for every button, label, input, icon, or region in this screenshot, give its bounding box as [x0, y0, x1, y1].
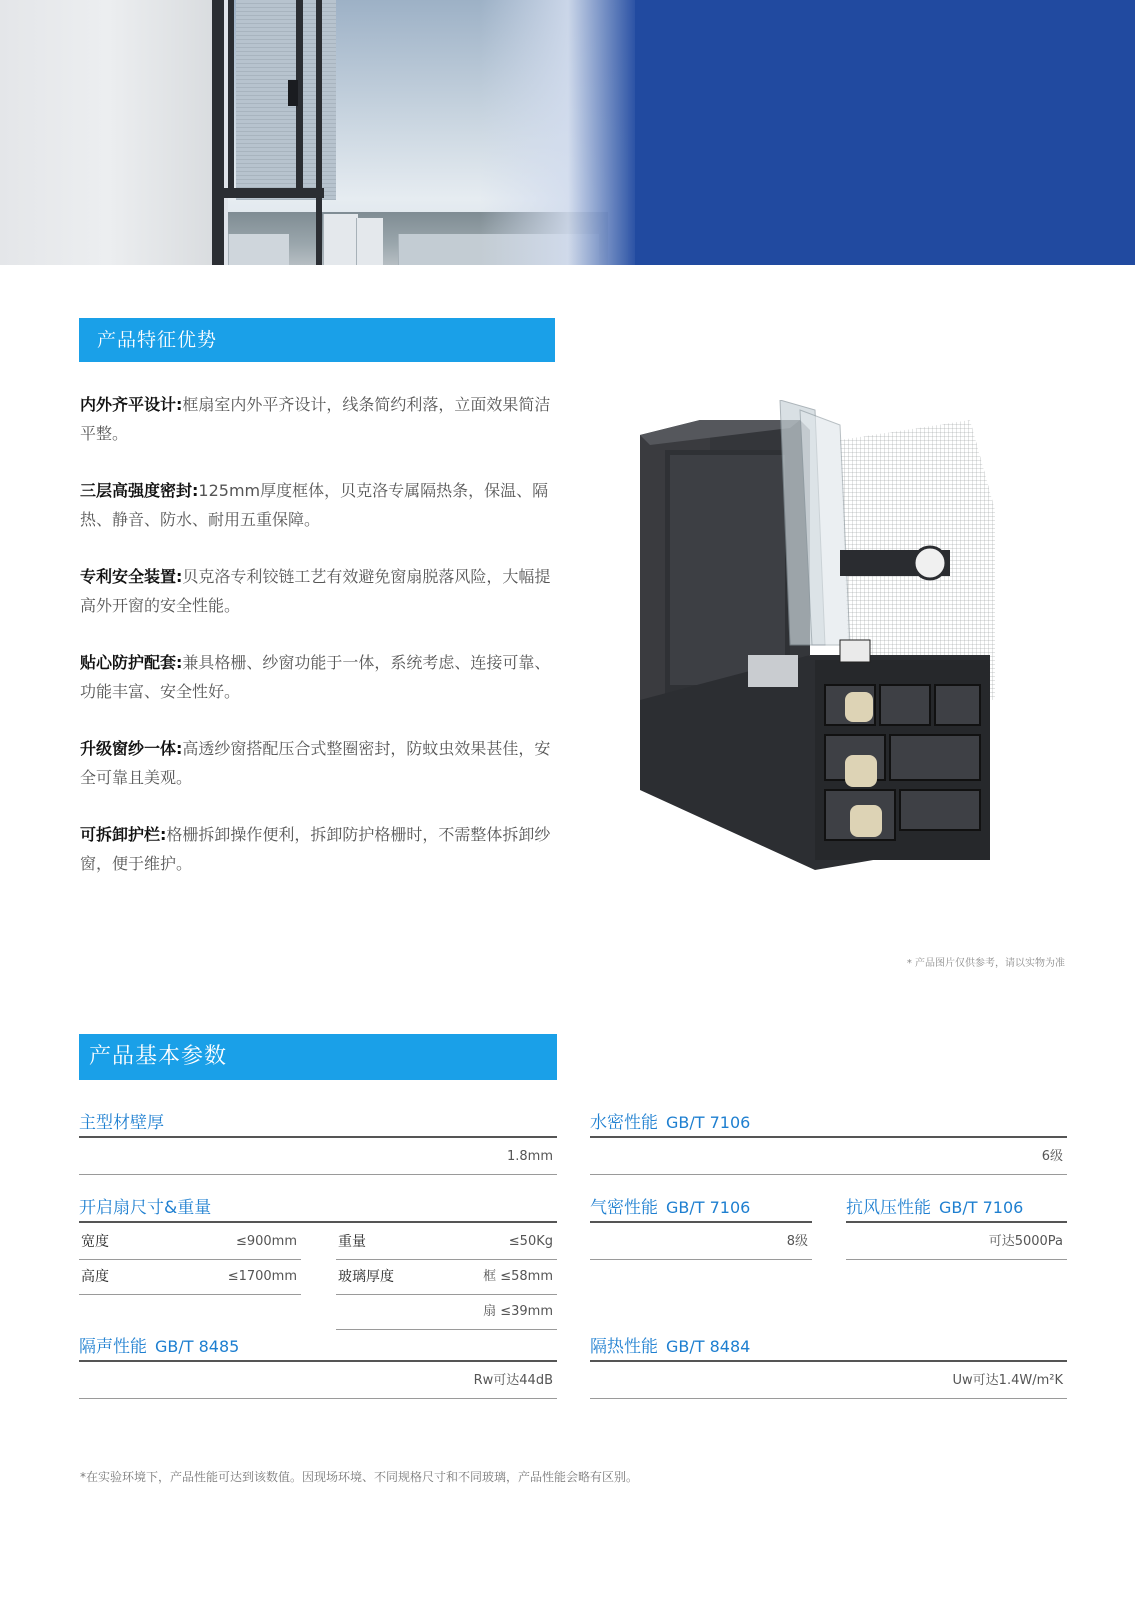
glass-sash-value: 扇 ≤39mm [483, 1304, 553, 1319]
feature-text: 兼具格栅、纱窗功能于一体，系统考虑、连接可靠、功能丰富、安全性好。 [80, 653, 551, 701]
feature-title: 贴心防护配套 [80, 653, 177, 672]
glass-thickness-row [336, 1260, 557, 1295]
feature-item: 可拆卸护栏:格栅拆卸操作便利，拆卸防护格栅时，不需整体拆卸纱窗，便于维护。 [80, 825, 551, 873]
sash-width-row [79, 1225, 301, 1260]
feature-text: 格栅拆卸操作便利，拆卸防护格栅时，不需整体拆卸纱窗，便于维护。 [80, 825, 551, 873]
feature-item: 内外齐平设计:框扇室内外平齐设计，线条简约利落，立面效果简洁平整。 [80, 395, 551, 443]
params-section-title: 产品基本参数 [79, 1034, 557, 1080]
window-profile-cross-section-image [640, 400, 1040, 880]
sash-weight-value: ≤50Kg [508, 1234, 553, 1249]
hero-gradient [480, 0, 640, 265]
air-tightness-title: 气密性能 GB/T 7106 [590, 1193, 812, 1223]
glass-sash-row [336, 1295, 557, 1330]
feature-item: 三层高强度密封:125mm厚度框体，贝克洛专属隔热条，保温、隔热、静音、防水、耐用五重保障。 [80, 481, 549, 529]
sash-weight-row [336, 1225, 557, 1260]
wind-pressure-row [846, 1225, 1067, 1260]
feature-item: 专利安全装置:贝克洛专利铰链工艺有效避免窗扇脱落风险，大幅提高外开窗的安全性能。 [80, 567, 551, 615]
sound-insulation-value: Rw可达44dB [473, 1373, 553, 1388]
wall-thickness-value: 1.8mm [506, 1149, 553, 1164]
feature-text: 高透纱窗搭配压合式整圈密封，防蚊虫效果甚佳，安全可靠且美观。 [80, 739, 551, 787]
feature-title: 内外齐平设计 [80, 395, 177, 414]
feature-list [80, 390, 558, 906]
features-section-title: 产品特征优势 [79, 318, 555, 362]
air-tightness-value: 8级 [786, 1234, 808, 1249]
sash-height-value: ≤1700mm [227, 1269, 297, 1284]
water-tightness-value: 6级 [1041, 1149, 1063, 1164]
feature-title: 三层高强度密封 [80, 481, 193, 500]
wall-thickness-title: 主型材壁厚 [79, 1108, 557, 1138]
sash-width-label: 宽度 [81, 1234, 109, 1250]
image-disclaimer: * 产品图片仅供参考，请以实物为准 [906, 958, 1065, 969]
sound-insulation-title: 隔声性能 GB/T 8485 [79, 1332, 557, 1362]
thermal-insulation-value: Uw可达1.4W/m²K [952, 1373, 1063, 1388]
hero-banner [0, 0, 1135, 265]
sash-width-value: ≤900mm [235, 1234, 297, 1249]
performance-footnote: *在实验环境下，产品性能可达到该数值。因现场环境、不同规格尺寸和不同玻璃，产品性能会略有区别。 [80, 1470, 639, 1484]
sound-insulation-row [79, 1364, 557, 1399]
hero-blue-panel [635, 0, 1135, 265]
sash-title: 开启扇尺寸&重量 [79, 1193, 557, 1223]
feature-title: 升级窗纱一体 [80, 739, 177, 758]
sash-height-row [79, 1260, 301, 1295]
feature-text: 125mm厚度框体，贝克洛专属隔热条，保温、隔热、静音、防水、耐用五重保障。 [80, 481, 549, 529]
feature-item: 贴心防护配套:兼具格栅、纱窗功能于一体，系统考虑、连接可靠、功能丰富、安全性好。 [80, 653, 551, 701]
thermal-insulation-row [590, 1364, 1067, 1399]
glass-thickness-label: 玻璃厚度 [338, 1269, 394, 1285]
sash-weight-label: 重量 [338, 1234, 366, 1250]
feature-text: 框扇室内外平齐设计，线条简约利落，立面效果简洁平整。 [80, 395, 551, 443]
hero-wall [0, 0, 215, 265]
feature-title: 专利安全装置 [80, 567, 177, 586]
glass-frame-value: 框 ≤58mm [483, 1269, 553, 1284]
water-tightness-row [590, 1140, 1067, 1175]
wind-pressure-title: 抗风压性能 GB/T 7106 [846, 1193, 1067, 1223]
sash-height-label: 高度 [81, 1269, 109, 1285]
air-tightness-row [590, 1225, 812, 1260]
feature-title: 可拆卸护栏 [80, 825, 161, 844]
feature-text: 贝克洛专利铰链工艺有效避免窗扇脱落风险，大幅提高外开窗的安全性能。 [80, 567, 551, 615]
wind-pressure-value: 可达5000Pa [988, 1234, 1063, 1249]
water-tightness-title: 水密性能 GB/T 7106 [590, 1108, 1067, 1138]
feature-item: 升级窗纱一体:高透纱窗搭配压合式整圈密封，防蚊虫效果甚佳，安全可靠且美观。 [80, 739, 551, 787]
thermal-insulation-title: 隔热性能 GB/T 8484 [590, 1332, 1067, 1362]
wall-thickness-row [79, 1140, 557, 1175]
